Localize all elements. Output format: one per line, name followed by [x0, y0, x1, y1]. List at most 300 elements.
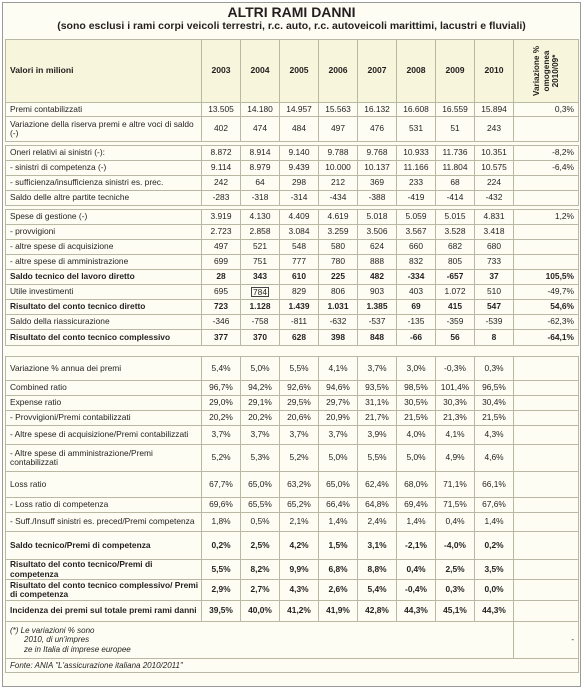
row-value: 3.084	[280, 225, 319, 240]
row-change	[514, 560, 579, 580]
row-value: 5,0%	[241, 357, 280, 381]
row-value: 2,5%	[436, 560, 475, 580]
row-value: 2,9%	[202, 580, 241, 601]
row-value: 20,2%	[241, 411, 280, 426]
row-value: 15.563	[319, 103, 358, 117]
row-value: 65,0%	[319, 472, 358, 498]
row-label: Saldo delle altre partite tecniche	[6, 191, 202, 206]
row-value: -314	[280, 191, 319, 206]
table-row	[6, 498, 579, 513]
row-value: 9.788	[319, 146, 358, 161]
row-change: -8,2%	[514, 146, 579, 161]
row-value: 28	[202, 270, 241, 285]
row-label: Spese di gestione (-)	[6, 210, 202, 225]
row-value: 5.059	[397, 210, 436, 225]
row-value: 21,5%	[397, 411, 436, 426]
row-value: 11.804	[436, 161, 475, 176]
row-label: Expense ratio	[6, 396, 202, 411]
row-value: 29,0%	[202, 396, 241, 411]
row-value: 1,4%	[319, 513, 358, 532]
footnote-line: ze in Italia di imprese europee	[24, 644, 131, 654]
row-value: 3.506	[358, 225, 397, 240]
row-label: Risultato del conto tecnico complessivo/ Premi di competenza	[6, 580, 202, 601]
row-value: 30,4%	[475, 396, 514, 411]
row-value: 4,3%	[475, 426, 514, 445]
row-label: - Provvigioni/Premi contabilizzati	[6, 411, 202, 426]
row-value: 20,2%	[202, 411, 241, 426]
row-change	[514, 498, 579, 513]
header-year: 2006	[319, 40, 358, 103]
row-label: - provvigioni	[6, 225, 202, 240]
data-table	[5, 39, 579, 673]
table-row	[6, 315, 579, 330]
row-value: 5,5%	[280, 357, 319, 381]
row-change	[514, 396, 579, 411]
row-value: 14.180	[241, 103, 280, 117]
row-value: 40,0%	[241, 601, 280, 622]
row-value: 30,3%	[436, 396, 475, 411]
row-value: 4,6%	[475, 445, 514, 472]
row-value: 15.894	[475, 103, 514, 117]
row-value: 497	[202, 240, 241, 255]
row-value: 2,4%	[358, 513, 397, 532]
row-change	[514, 513, 579, 532]
header-year: 2008	[397, 40, 436, 103]
row-value: 580	[319, 240, 358, 255]
table-row	[6, 103, 579, 117]
row-value: 4,9%	[436, 445, 475, 472]
row-value: 1.439	[280, 300, 319, 315]
header-change	[514, 40, 579, 103]
row-value: 98,5%	[397, 381, 436, 396]
footnote-dash: -	[514, 622, 579, 659]
row-value: -632	[319, 315, 358, 330]
row-value: 64	[241, 176, 280, 191]
row-label: Saldo della riassicurazione	[6, 315, 202, 330]
row-value: -0,4%	[397, 580, 436, 601]
row-value: 2,5%	[241, 532, 280, 560]
row-value: 10.137	[358, 161, 397, 176]
table-row	[6, 513, 579, 532]
row-value: 5,4%	[202, 357, 241, 381]
row-value: 733	[475, 255, 514, 270]
row-value: 3,7%	[319, 426, 358, 445]
row-value: -283	[202, 191, 241, 206]
row-label: - sufficienza/insufficienza sinistri es. prec.	[6, 176, 202, 191]
row-value: 66,4%	[319, 498, 358, 513]
row-value: -346	[202, 315, 241, 330]
table-row	[6, 381, 579, 396]
row-label: Variazione % annua dei premi	[6, 357, 202, 381]
row-value: 903	[358, 285, 397, 300]
row-value: 780	[319, 255, 358, 270]
row-label: Utile investimenti	[6, 285, 202, 300]
header-change-text: Variazione % omogenea 2010/09*	[531, 45, 560, 97]
row-value: -135	[397, 315, 436, 330]
row-value: 369	[358, 176, 397, 191]
row-change: 0,3%	[514, 103, 579, 117]
row-value: 0,4%	[397, 560, 436, 580]
row-value: 628	[280, 330, 319, 346]
row-value: 92,6%	[280, 381, 319, 396]
table-row	[6, 411, 579, 426]
row-value: 94,6%	[319, 381, 358, 396]
row-value: 101,4%	[436, 381, 475, 396]
row-value: 5.015	[436, 210, 475, 225]
row-value: 96,5%	[475, 381, 514, 396]
header-year: 2004	[241, 40, 280, 103]
row-value: 6,8%	[319, 560, 358, 580]
row-label: - Altre spese di acquisizione/Premi contabilizzati	[6, 426, 202, 445]
row-value: 402	[202, 117, 241, 142]
row-value: 343	[241, 270, 280, 285]
spacer-cell	[6, 346, 579, 357]
source-row	[6, 659, 579, 673]
row-value: 29,5%	[280, 396, 319, 411]
row-value: 5,5%	[358, 445, 397, 472]
row-value: 44,3%	[397, 601, 436, 622]
row-value: 16.132	[358, 103, 397, 117]
row-value: 848	[358, 330, 397, 346]
row-value: 699	[202, 255, 241, 270]
row-change	[514, 381, 579, 396]
row-value: 1.385	[358, 300, 397, 315]
row-value: 10.575	[475, 161, 514, 176]
row-value: -434	[319, 191, 358, 206]
row-value: 62,4%	[358, 472, 397, 498]
table-row	[6, 161, 579, 176]
row-value: 3.528	[436, 225, 475, 240]
row-value: 1.031	[319, 300, 358, 315]
row-value: 403	[397, 285, 436, 300]
row-value: 0,2%	[202, 532, 241, 560]
row-value: 2.858	[241, 225, 280, 240]
row-change	[514, 472, 579, 498]
table-row	[6, 117, 579, 142]
row-value: 44,3%	[475, 601, 514, 622]
page-subtitle: (sono esclusi i rami corpi veicoli terrestri, r.c. auto, r.c. autoveicoli marittimi, lacustri e fluviali)	[57, 20, 526, 32]
row-value: 4,0%	[397, 426, 436, 445]
row-value: 624	[358, 240, 397, 255]
row-change: -64,1%	[514, 330, 579, 346]
row-value: 56	[436, 330, 475, 346]
row-value: 11.736	[436, 146, 475, 161]
table-panel	[2, 2, 581, 687]
row-value: 3.919	[202, 210, 241, 225]
row-value: 680	[475, 240, 514, 255]
row-change	[514, 191, 579, 206]
row-value: 4.409	[280, 210, 319, 225]
row-value: -811	[280, 315, 319, 330]
table-row	[6, 426, 579, 445]
row-value: 20,6%	[280, 411, 319, 426]
row-value: 510	[475, 285, 514, 300]
row-value: 41,9%	[319, 601, 358, 622]
row-value: 243	[475, 117, 514, 142]
row-value: 4,1%	[436, 426, 475, 445]
row-value: 5,0%	[319, 445, 358, 472]
row-value	[241, 285, 280, 300]
row-label: Incidenza dei premi sul totale premi rami danni	[6, 601, 202, 622]
header-year: 2009	[436, 40, 475, 103]
row-label: - altre spese di amministrazione	[6, 255, 202, 270]
row-value: 3.259	[319, 225, 358, 240]
table-row	[6, 210, 579, 225]
row-value: 69,4%	[397, 498, 436, 513]
row-value: 4,3%	[280, 580, 319, 601]
table-row	[6, 560, 579, 580]
row-value: 63,2%	[280, 472, 319, 498]
row-value: 30,5%	[397, 396, 436, 411]
row-value: -334	[397, 270, 436, 285]
row-value: 225	[319, 270, 358, 285]
row-value: 660	[397, 240, 436, 255]
row-value: 0,3%	[475, 357, 514, 381]
row-value: 8,2%	[241, 560, 280, 580]
header-label: Valori in milioni	[6, 40, 202, 103]
row-value: 0,4%	[436, 513, 475, 532]
table-row	[6, 225, 579, 240]
row-label: - altre spese di acquisizione	[6, 240, 202, 255]
spacer-row	[6, 346, 579, 357]
row-value: 1,8%	[202, 513, 241, 532]
row-value: 3,7%	[280, 426, 319, 445]
row-value: 94,2%	[241, 381, 280, 396]
row-value: 68,0%	[397, 472, 436, 498]
row-value: 415	[436, 300, 475, 315]
row-value: -388	[358, 191, 397, 206]
row-value: 370	[241, 330, 280, 346]
row-value: 474	[241, 117, 280, 142]
footnote-line: 2010, di un'impres	[24, 635, 90, 645]
row-value: 3.567	[397, 225, 436, 240]
row-value: 3,0%	[397, 357, 436, 381]
row-change	[514, 532, 579, 560]
row-value: 5.018	[358, 210, 397, 225]
row-change: 1,2%	[514, 210, 579, 225]
row-label: - sinistri di competenza (-)	[6, 161, 202, 176]
row-label: Risultato del conto tecnico complessivo	[6, 330, 202, 346]
row-value: -359	[436, 315, 475, 330]
row-value: 29,1%	[241, 396, 280, 411]
row-value: 751	[241, 255, 280, 270]
row-value: 51	[436, 117, 475, 142]
row-change	[514, 580, 579, 601]
row-change	[514, 601, 579, 622]
row-change	[514, 225, 579, 240]
row-value: 16.608	[397, 103, 436, 117]
table-header-row	[6, 40, 579, 103]
row-label: Premi contabilizzati	[6, 103, 202, 117]
row-value: 497	[319, 117, 358, 142]
row-value: 298	[280, 176, 319, 191]
row-value: 547	[475, 300, 514, 315]
row-value: 16.559	[436, 103, 475, 117]
row-value: 695	[202, 285, 241, 300]
row-value: 476	[358, 117, 397, 142]
row-change	[514, 255, 579, 270]
row-value: 8	[475, 330, 514, 346]
row-value: 45,1%	[436, 601, 475, 622]
row-value: 11.166	[397, 161, 436, 176]
row-change	[514, 426, 579, 445]
table-row	[6, 285, 579, 300]
table-row	[6, 601, 579, 622]
table-row	[6, 472, 579, 498]
row-value: 96,7%	[202, 381, 241, 396]
row-label: - Altre spese di amministrazione/Premi contabilizzati	[6, 445, 202, 472]
row-value: 0,3%	[436, 580, 475, 601]
row-value: 1.072	[436, 285, 475, 300]
row-value: 242	[202, 176, 241, 191]
table-row	[6, 270, 579, 285]
row-value: 67,7%	[202, 472, 241, 498]
row-value: -318	[241, 191, 280, 206]
table-row	[6, 255, 579, 270]
highlighted-value: 784	[253, 286, 267, 297]
row-value: 806	[319, 285, 358, 300]
row-value: 21,3%	[436, 411, 475, 426]
row-value: 398	[319, 330, 358, 346]
row-value: -4,0%	[436, 532, 475, 560]
table-row	[6, 580, 579, 601]
row-value: 1,4%	[397, 513, 436, 532]
row-label: - Suff./Insuff sinistri es. preced/Premi competenza	[6, 513, 202, 532]
footnote-row	[6, 622, 579, 659]
row-value: 0,5%	[241, 513, 280, 532]
row-value: 37	[475, 270, 514, 285]
header-year: 2007	[358, 40, 397, 103]
row-value: 69	[397, 300, 436, 315]
row-change	[514, 445, 579, 472]
header-year: 2003	[202, 40, 241, 103]
row-value: 10.000	[319, 161, 358, 176]
page-title: ALTRI RAMI DANNI	[227, 4, 356, 20]
row-value: 777	[280, 255, 319, 270]
row-value: 548	[280, 240, 319, 255]
row-value: 65,5%	[241, 498, 280, 513]
row-value: 65,2%	[280, 498, 319, 513]
row-change	[514, 176, 579, 191]
row-value: 212	[319, 176, 358, 191]
row-value: 21,7%	[358, 411, 397, 426]
row-value: 9,9%	[280, 560, 319, 580]
row-label: Loss ratio	[6, 472, 202, 498]
row-value: 71,5%	[436, 498, 475, 513]
row-label: Oneri relativi ai sinistri (-):	[6, 146, 202, 161]
row-value: 67,6%	[475, 498, 514, 513]
row-value: -537	[358, 315, 397, 330]
row-value: -758	[241, 315, 280, 330]
row-value: 64,8%	[358, 498, 397, 513]
row-value: 71,1%	[436, 472, 475, 498]
row-value: 0,0%	[475, 580, 514, 601]
row-value: 8.872	[202, 146, 241, 161]
row-value: 5,2%	[202, 445, 241, 472]
footnote-line: (*) Le variazioni % sono	[10, 625, 95, 635]
row-value: 4.619	[319, 210, 358, 225]
table-row	[6, 191, 579, 206]
footnote-cell	[6, 622, 514, 659]
row-value: 69,6%	[202, 498, 241, 513]
row-value: 9.439	[280, 161, 319, 176]
row-value: 805	[436, 255, 475, 270]
row-value: 41,2%	[280, 601, 319, 622]
table-row	[6, 300, 579, 315]
row-value: 9.768	[358, 146, 397, 161]
table-row	[6, 240, 579, 255]
row-value: 4.130	[241, 210, 280, 225]
row-value: 723	[202, 300, 241, 315]
row-label: Risultato del conto tecnico/Premi di competenza	[6, 560, 202, 580]
row-value: 682	[436, 240, 475, 255]
row-value: 832	[397, 255, 436, 270]
table-row	[6, 396, 579, 411]
row-value: 65,0%	[241, 472, 280, 498]
row-value: -539	[475, 315, 514, 330]
row-value: 3,5%	[475, 560, 514, 580]
row-label: Variazione della riserva premi e altre voci di saldo (-)	[6, 117, 202, 142]
row-value: 521	[241, 240, 280, 255]
row-label: - Loss ratio di competenza	[6, 498, 202, 513]
header-year: 2010	[475, 40, 514, 103]
row-value: 10.351	[475, 146, 514, 161]
row-value: 31,1%	[358, 396, 397, 411]
row-value: -414	[436, 191, 475, 206]
row-value: 1.128	[241, 300, 280, 315]
row-value: -419	[397, 191, 436, 206]
row-value: 2.723	[202, 225, 241, 240]
row-value: 3,7%	[241, 426, 280, 445]
row-value: 0,2%	[475, 532, 514, 560]
row-label: Saldo tecnico del lavoro diretto	[6, 270, 202, 285]
row-value: 4.831	[475, 210, 514, 225]
row-label: Saldo tecnico/Premi di competenza	[6, 532, 202, 560]
row-value: 2,1%	[280, 513, 319, 532]
row-value: -432	[475, 191, 514, 206]
row-change: -62,3%	[514, 315, 579, 330]
row-value: 4,1%	[319, 357, 358, 381]
row-label: Combined ratio	[6, 381, 202, 396]
row-value: 610	[280, 270, 319, 285]
row-value: 829	[280, 285, 319, 300]
row-value: 93,5%	[358, 381, 397, 396]
row-change: -49,7%	[514, 285, 579, 300]
table-row	[6, 330, 579, 346]
row-value: 42,8%	[358, 601, 397, 622]
row-value: 3,7%	[358, 357, 397, 381]
row-value: -657	[436, 270, 475, 285]
row-value: 3,7%	[202, 426, 241, 445]
row-value: 4,2%	[280, 532, 319, 560]
source-note: Fonte: ANIA "L'assicurazione italiana 2010/2011"	[6, 659, 579, 673]
row-value: 21,5%	[475, 411, 514, 426]
row-value: 20,9%	[319, 411, 358, 426]
row-change	[514, 357, 579, 381]
row-change: -6,4%	[514, 161, 579, 176]
row-value: 13.505	[202, 103, 241, 117]
row-change	[514, 240, 579, 255]
row-value: 2,6%	[319, 580, 358, 601]
row-value: 531	[397, 117, 436, 142]
row-value: 482	[358, 270, 397, 285]
row-value: 29,7%	[319, 396, 358, 411]
row-change	[514, 117, 579, 142]
row-value: -66	[397, 330, 436, 346]
header-year: 2005	[280, 40, 319, 103]
row-value: 14.957	[280, 103, 319, 117]
row-value: 5,0%	[397, 445, 436, 472]
